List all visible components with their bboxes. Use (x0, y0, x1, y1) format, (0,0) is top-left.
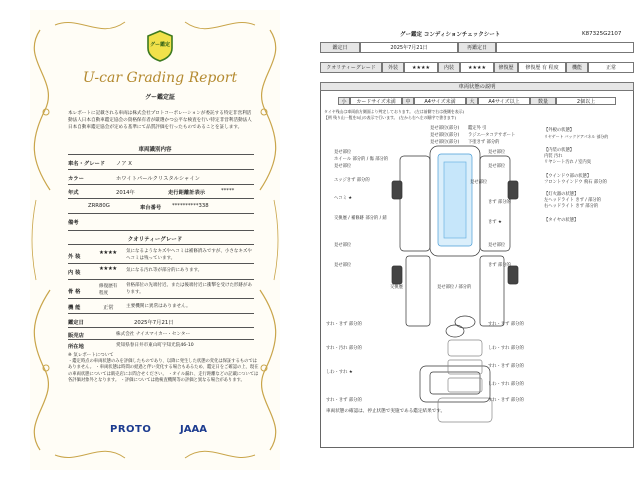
label-be: すれ・きず 部分的 (488, 364, 524, 369)
date-value-cell (360, 42, 458, 53)
size-small-desc: カードサイズ未満 (356, 98, 396, 105)
side-9: 左ヘッドライト きず / 部分的 (544, 198, 601, 203)
ext-label: 外装 (387, 65, 398, 71)
side-8: 【灯火器の状態】 (544, 192, 579, 197)
equipment-label: 機 能 (68, 305, 81, 311)
int-stars: ★★★★ (468, 64, 486, 71)
frame-label: 骨 格 (68, 289, 81, 295)
ext-stars-cell (404, 62, 438, 73)
certificate-name: グー鑑定証 (144, 94, 175, 101)
reappraisal-label: 再鑑定日 (466, 45, 487, 51)
sheet-code: K87325G2107 (582, 31, 622, 37)
label-f3: 下塗きず 部分的 (468, 140, 500, 145)
model-label: 車名・グレード (68, 161, 106, 167)
address-value: 愛知県春日井市東山町字知光院46-10 (116, 343, 194, 348)
count-label-cell (530, 97, 556, 105)
repair-label: 修復歴 (498, 65, 514, 71)
size-medium: 中 (405, 98, 411, 105)
label-l5: ヘコミ ★ (334, 196, 353, 201)
int-label-cell (438, 62, 460, 73)
model-code: ZRR80G (88, 203, 110, 209)
side-10: 右ヘッドライト きず 部分的 (544, 204, 599, 209)
label-ba: すれ・きず 部分的 (326, 322, 362, 327)
frame-note: 骨格部位の先端付近、または後端付近に衝撃を受けた形跡があります。 (126, 283, 252, 295)
exterior-label: 外 装 (68, 254, 81, 260)
size-large-desc-cell (478, 97, 530, 105)
frame-head-2: 程度 (99, 291, 109, 296)
side-5: リヤシート汚れ / 室内臭 (544, 160, 592, 165)
notes-title: ※ 気レポートについて (68, 353, 114, 358)
condition-section-title: 車両状態の説明 (320, 82, 634, 91)
ext-label-cell (382, 62, 404, 73)
dealer-name: 株式会社 ナイスマイカー・センター (116, 332, 191, 337)
color-label: カラー (68, 176, 84, 182)
frame-head-1: 修復歴有 (99, 284, 118, 289)
size-medium-cell (402, 97, 414, 105)
mech-label-cell (566, 62, 588, 73)
reappraisal-label-cell (458, 42, 496, 53)
sheet-title: グー鑑定 コンディションチェックシート (400, 32, 501, 38)
int-label: 内装 (443, 65, 454, 71)
certificate-intro: 本レポートに記載される車両は株式会社プロトコーポレーションが委託する特定非営利活動法人日本自動車鑑定協会の資格保有者が厳選かつ公平な検査を行い特定非営利活動法人日本自動車鑑定協会が定める基準にて品質評価を行ったものであることを証します。 (68, 111, 252, 131)
label-bh: すれ・きず 部分的 (326, 398, 362, 403)
side-11: 【タイヤの状態】 (544, 218, 579, 223)
legend-line-2: 【例 残り山一覧を5山の表示で行います。 (左から右へ左の順序で書きます) (324, 115, 457, 120)
label-r3: きず 部分的 (488, 200, 511, 205)
address-label: 所在地 (68, 344, 84, 350)
model-value: ノア X (116, 161, 132, 167)
appraisal-date-label: 鑑定日 (68, 320, 84, 326)
label-l8: 見せ部位 (334, 263, 352, 268)
label-bg: しわ・すれ 部分的 (488, 382, 524, 387)
jaaa-logo: JAAA (180, 424, 207, 435)
count-label: 数量 (537, 98, 548, 105)
size-small-cell (338, 97, 350, 105)
exterior-note: 気になるようなキズやヘコミは補修済みですが、小さなキズやヘコミは残っています。 (126, 249, 252, 261)
condition-check-sheet (320, 30, 634, 458)
mileage-value: ***** (221, 188, 235, 194)
certificate-notes: ・鑑定時点の車両状態のみを評価したものであり、以降に発生した状態の変化は保証するものではありません。 ・車両状態は時間の経過と伴い変化する場合もあるため、鑑定日をご確認の上、現在の車両状態については販売店にお問合せください。 ・オイル漏れ、走行距離などの記載については各評価対象外となります。 ・評価については他検査機関等の評価と異なる場合があります。 (68, 359, 259, 384)
quality-label: クオリティーグレード (326, 65, 376, 71)
label-c2: 見せ部位 / 部分的 (437, 285, 472, 290)
bottom-note: 車両状態の確認は、停止状態で実施である鑑定結果です。 (326, 409, 446, 414)
size-small-desc-cell (350, 97, 402, 105)
repair-value: 修復歴 有 程度 (525, 65, 559, 71)
side-7: フロントウインドウ 飛石 部分的 (544, 180, 607, 185)
year-value: 2014年 (116, 190, 135, 196)
label-l9: 交換歴 (390, 285, 403, 290)
legend-line-1: タイヤ残山は車両前方側面より判定しております。 (左は前側で右は後側を表示) (324, 109, 465, 114)
report-title: U-car Grading Report (82, 70, 238, 86)
int-stars-cell (460, 62, 494, 73)
count-value: 2個以上 (576, 98, 596, 105)
quality-section-title: クオリティーグレード (127, 237, 183, 243)
label-l1: 見せ部位 (334, 150, 352, 155)
date-label-cell (320, 42, 360, 53)
label-c1: 見せ部位 (470, 180, 488, 185)
mileage-label: 走行距離計表示 (168, 190, 206, 196)
seal-text: グー鑑定 (150, 42, 171, 48)
side-6: 【ウインドウ部の状態】 (544, 174, 592, 179)
repair-label-cell (494, 62, 518, 73)
size-large: 大 (469, 98, 475, 105)
size-medium-desc: A4サイズ未満 (424, 98, 456, 105)
quality-label-cell (320, 62, 382, 73)
interior-label: 内 装 (68, 270, 81, 276)
side-2: リヤゲート バックドアパネル 部分的 (544, 134, 609, 139)
label-f2: ラジエータコアサポート (468, 133, 516, 138)
size-large-cell (466, 97, 478, 105)
year-label: 年式 (68, 190, 79, 196)
size-small: 小 (341, 98, 347, 105)
label-bd: しわ・すれ 部分的 (488, 346, 524, 351)
equipment-note: 主要機関に異常はありません。 (126, 304, 191, 309)
label-bf: しわ・すれ ★ (326, 370, 353, 375)
exterior-stars: ★★★★ (99, 250, 117, 256)
grading-certificate (0, 0, 310, 480)
color-value: ホワイトパールクリスタルシャイン (116, 176, 200, 182)
label-r2: 見せ部位 (488, 164, 506, 169)
label-fl3: 見せ部位(部分) (430, 140, 460, 145)
equipment-value: 正常 (103, 305, 114, 311)
label-r1: 見せ部位 (488, 150, 506, 155)
label-bc: すれ・汚れ 部分的 (326, 346, 362, 351)
proto-logo: PROTO (110, 424, 152, 435)
label-bi: すれ・きず 部分的 (488, 398, 524, 403)
label-r6: きず 部分的 (488, 263, 511, 268)
label-r4: きず ★ (488, 220, 502, 225)
vehicle-section-title: 車両識別内容 (138, 147, 172, 153)
appraisal-date: 2025年7月21日 (134, 320, 174, 326)
repair-value-cell (518, 62, 566, 73)
interior-stars: ★★★★ (99, 266, 117, 272)
chassis-value: **********338 (172, 203, 209, 209)
count-value-cell (556, 97, 616, 105)
interior-note: 気になる汚れ等が部分的にあります。 (126, 268, 203, 273)
label-l4: エッジきず 部分的 (334, 178, 370, 183)
side-3: 【内装の状態】 (544, 148, 575, 153)
dealer-label: 販売店 (68, 333, 84, 339)
mech-value: 正常 (605, 65, 616, 71)
ext-stars: ★★★★ (412, 64, 430, 71)
side-1: 【外板の状態】 (544, 128, 575, 133)
size-medium-desc-cell (414, 97, 466, 105)
side-4: 内装 汚れ (544, 154, 563, 159)
interior-diagram (430, 300, 500, 424)
reappraisal-value-cell (496, 42, 634, 53)
remarks-label: 備考 (68, 220, 79, 226)
mech-label: 機能 (571, 65, 582, 71)
label-l3: 見せ部位 (334, 164, 352, 169)
goo-appraisal-seal (146, 30, 174, 62)
label-fl1: 見せ部位(部分) (430, 126, 460, 131)
size-large-desc: A4サイズ以上 (488, 98, 520, 105)
label-r5: 見せ部位 (488, 243, 506, 248)
label-f1: 鑑定外 引 (468, 126, 487, 131)
label-l2: ホイール 部分的 / 傷 部分的 (334, 157, 389, 162)
label-l7: 見せ部位 (334, 243, 352, 248)
chassis-label: 車台番号 (140, 205, 162, 211)
label-fl2: 見せ部位(部分) (430, 133, 460, 138)
mech-value-cell (588, 62, 634, 73)
label-bb: すれ・きず 部分的 (488, 322, 524, 327)
label-l6: 交換歴 / 補修跡 部分的 / 錆 (334, 216, 387, 221)
date-label: 鑑定日 (332, 45, 348, 51)
date-value: 2025年7月21日 (390, 45, 428, 51)
